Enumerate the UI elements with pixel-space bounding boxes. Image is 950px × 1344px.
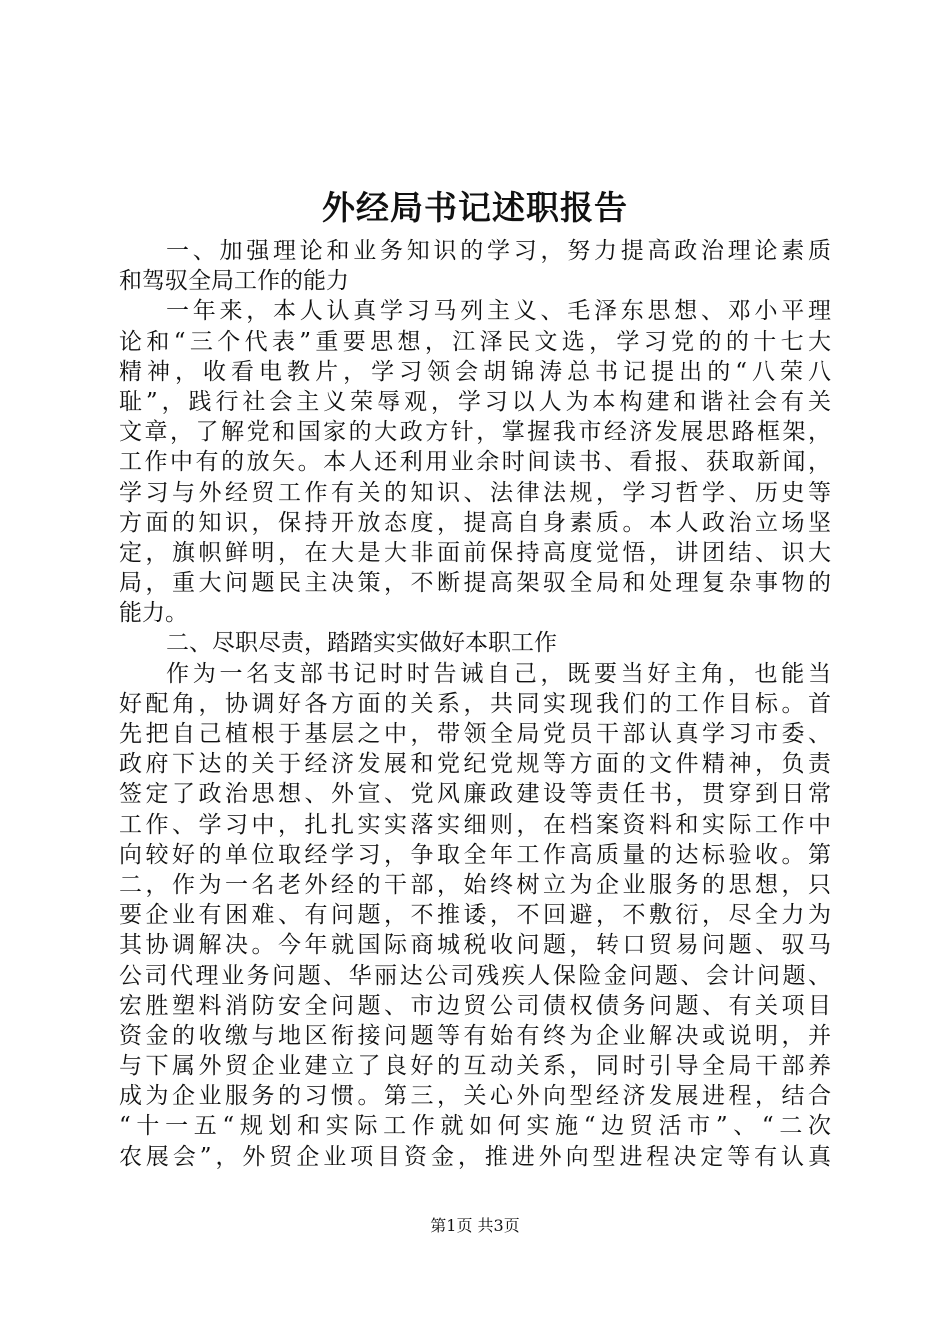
text-line: 资金的收缴与地区衔接问题等有始有终为企业解决或说明，并 [119,1022,831,1049]
text-line: 其协调解决。今年就国际商城税收问题，转口贸易问题、驭马 [119,932,831,959]
text-line: 作为一名支部书记时时告诫自己，既要当好主角，也能当 [166,660,831,687]
text-line: 好配角，协调好各方面的关系，共同实现我们的工作目标。首 [119,690,831,717]
text-line: 学习与外经贸工作有关的知识、法律法规，学习哲学、历史等 [119,479,831,506]
text-line: 与下属外贸企业建立了良好的互动关系，同时引导全局干部养 [119,1053,831,1080]
text-line: 一、加强理论和业务知识的学习，努力提高政治理论素质 [166,238,831,264]
text-line: 二、尽职尽责，踏踏实实做好本职工作 [166,630,557,657]
text-line: 要企业有困难、有问题，不推诿，不回避，不敷衍，尽全力为 [119,902,831,929]
text-line: 工作、学习中，扎扎实实落实细则，在档案资料和实际工作中 [119,811,831,838]
text-line: 成为企业服务的习惯。第三，关心外向型经济发展进程，结合 [119,1083,831,1110]
text-line: 农展会”，外贸企业项目资金，推进外向型进程决定等有认真 [119,1143,831,1170]
document-title: 外经局书记述职报告 [322,188,628,227]
text-line: 工作中有的放矢。本人还利用业余时间读书、看报、获取新闻， [119,449,831,476]
document-body [119,236,831,1172]
text-line: 文章，了解党和国家的大政方针，掌握我市经济发展思路框架， [119,419,831,446]
text-line: 宏胜塑料消防安全问题、市边贸公司债权债务问题、有关项目 [119,992,831,1019]
text-line: 先把自己植根于基层之中，带领全局党员干部认真学习市委、 [119,721,831,747]
text-line: 签定了政治思想、外宣、党风廉政建设等责任书，贯穿到日常 [119,781,831,808]
text-line: 公司代理业务问题、华丽达公司残疾人保险金问题、会计问题、 [119,962,831,989]
text-line: 政府下达的关于经济发展和党纪党规等方面的文件精神，负责 [119,751,831,778]
text-line: 能力。 [119,600,188,627]
text-line: 精神，收看电教片，学习领会胡锦涛总书记提出的“八荣八 [119,358,831,385]
text-line: 论和“三个代表”重要思想，江泽民文选，学习党的的十七大 [119,328,831,355]
text-line: 定，旗帜鲜明，在大是大非面前保持高度觉悟，讲团结、识大 [119,539,831,566]
text-line: 方面的知识，保持开放态度，提高自身素质。本人政治立场坚 [119,509,831,536]
page-indicator: 第1页 共3页 [430,1216,520,1235]
text-line: 局，重大问题民主决策，不断提高架驭全局和处理复杂事物的 [119,570,831,597]
text-line: 二，作为一名老外经的干部，始终树立为企业服务的思想，只 [119,871,831,898]
text-line: 一年来，本人认真学习马列主义、毛泽东思想、邓小平理 [166,298,831,325]
text-line: 和驾驭全局工作的能力 [119,268,349,295]
text-line: 向较好的单位取经学习，争取全年工作高质量的达标验收。第 [119,841,831,868]
text-line: “十一五“规划和实际工作就如何实施“边贸活市”、“二次 [119,1113,831,1140]
text-line: 耻”，践行社会主义荣辱观，学习以人为本构建和谐社会有关 [119,388,831,415]
